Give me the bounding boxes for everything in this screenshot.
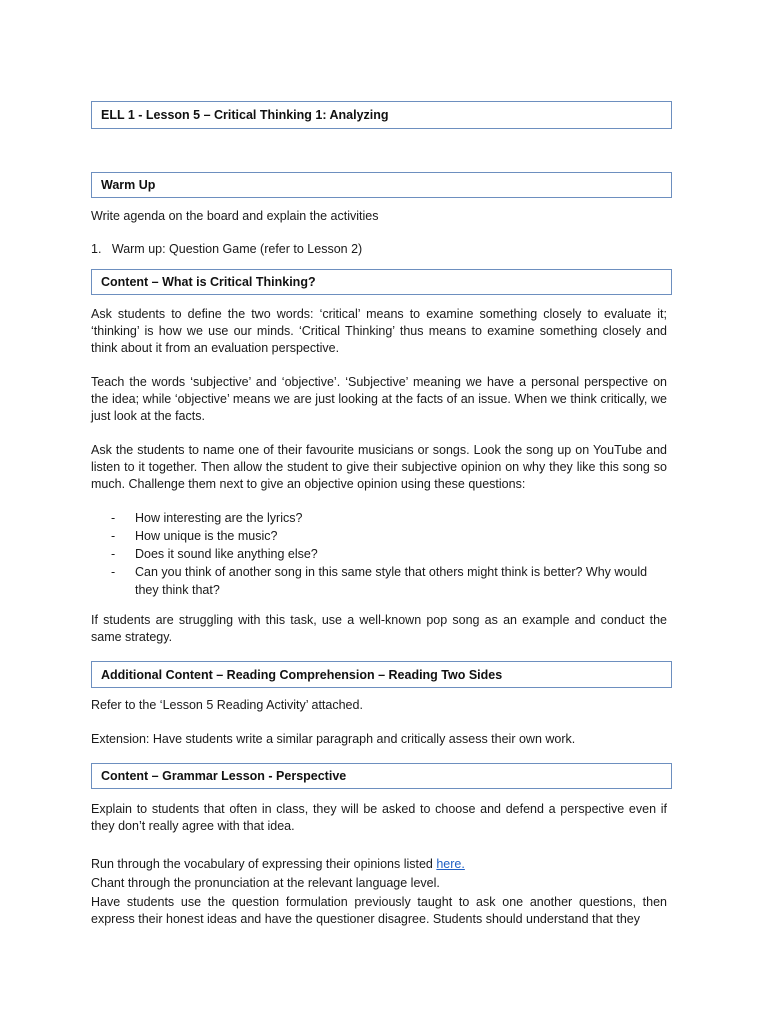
chant-text: Chant through the pronunciation at the relevant language level. (91, 876, 440, 890)
paragraph-subjective: Teach the words ‘subjective’ and ‘objective’. ‘Subjective’ meaning we have a personal perspective on the idea; while ‘objective’ means we are just looking at the facts of an issue. When we think critically, we just look at the facts. (91, 375, 667, 423)
bullet-dash: - (111, 511, 116, 525)
lesson-title-box (91, 101, 672, 129)
agenda-text: Write agenda on the board and explain the activities (91, 209, 379, 223)
paragraph-perspective: Explain to students that often in class, they will be asked to choose and defend a perspective even if they don’t really agree with that idea. (91, 802, 667, 833)
bullet-dash: - (111, 547, 116, 561)
bullet-dash: - (111, 565, 116, 579)
list-item (111, 545, 667, 563)
list-text: How unique is the music? (135, 529, 278, 543)
paragraph-struggling: If students are struggling with this task, use a well-known pop song as an example and conduct the same strategy. (91, 613, 667, 644)
content-heading: Content – What is Critical Thinking? (101, 275, 316, 289)
bullet-dash: - (111, 529, 116, 543)
vocabulary-line (91, 856, 465, 873)
warmup-list-item (91, 241, 362, 258)
content-heading-box (91, 269, 672, 295)
paragraph-define: Ask students to define the two words: ‘critical’ means to examine something closely to evaluate it; ‘thinking’ is how we use our minds. ‘Critical Thinking’ thus means to examine something closely and think about it from an evaluation perspective. (91, 307, 667, 355)
warmup-heading: Warm Up (101, 178, 156, 192)
list-text: Can you think of another song in this same style that others might think is better? Why would they think that? (135, 565, 648, 597)
question-list (111, 509, 667, 599)
here-link[interactable]: here. (436, 857, 465, 871)
list-text: Does it sound like anything else? (135, 547, 318, 561)
list-text: How interesting are the lyrics? (135, 511, 303, 525)
vocabulary-text: Run through the vocabulary of expressing their opinions listed (91, 857, 437, 871)
list-text: Warm up: Question Game (refer to Lesson 2) (111, 242, 363, 256)
list-item (111, 509, 667, 527)
reading-activity-text: Refer to the ‘Lesson 5 Reading Activity’ attached. (91, 698, 363, 712)
lesson-title: ELL 1 - Lesson 5 – Critical Thinking 1: Analyzing (101, 108, 389, 122)
paragraph-questions: Have students use the question formulation previously taught to ask one another questions, then express their honest ideas and have the questioner disagree. Students should understand that they (91, 895, 667, 926)
warmup-heading-box (91, 172, 672, 198)
list-item (111, 563, 667, 599)
list-item (111, 527, 667, 545)
list-number: 1. (91, 242, 102, 256)
grammar-heading-box (91, 763, 672, 789)
grammar-heading: Content – Grammar Lesson - Perspective (101, 769, 347, 783)
additional-content-heading-box (91, 661, 672, 688)
paragraph-musicians: Ask the students to name one of their favourite musicians or songs. Look the song up on YouTube and listen to it together. Then allow the student to give their subjective opinion on why they like this song so much. Challenge them next to give an objective opinion using these questions: (91, 443, 667, 491)
extension-text: Extension: Have students write a similar paragraph and critically assess their own work. (91, 732, 576, 746)
additional-content-heading: Additional Content – Reading Comprehension – Reading Two Sides (101, 667, 503, 682)
